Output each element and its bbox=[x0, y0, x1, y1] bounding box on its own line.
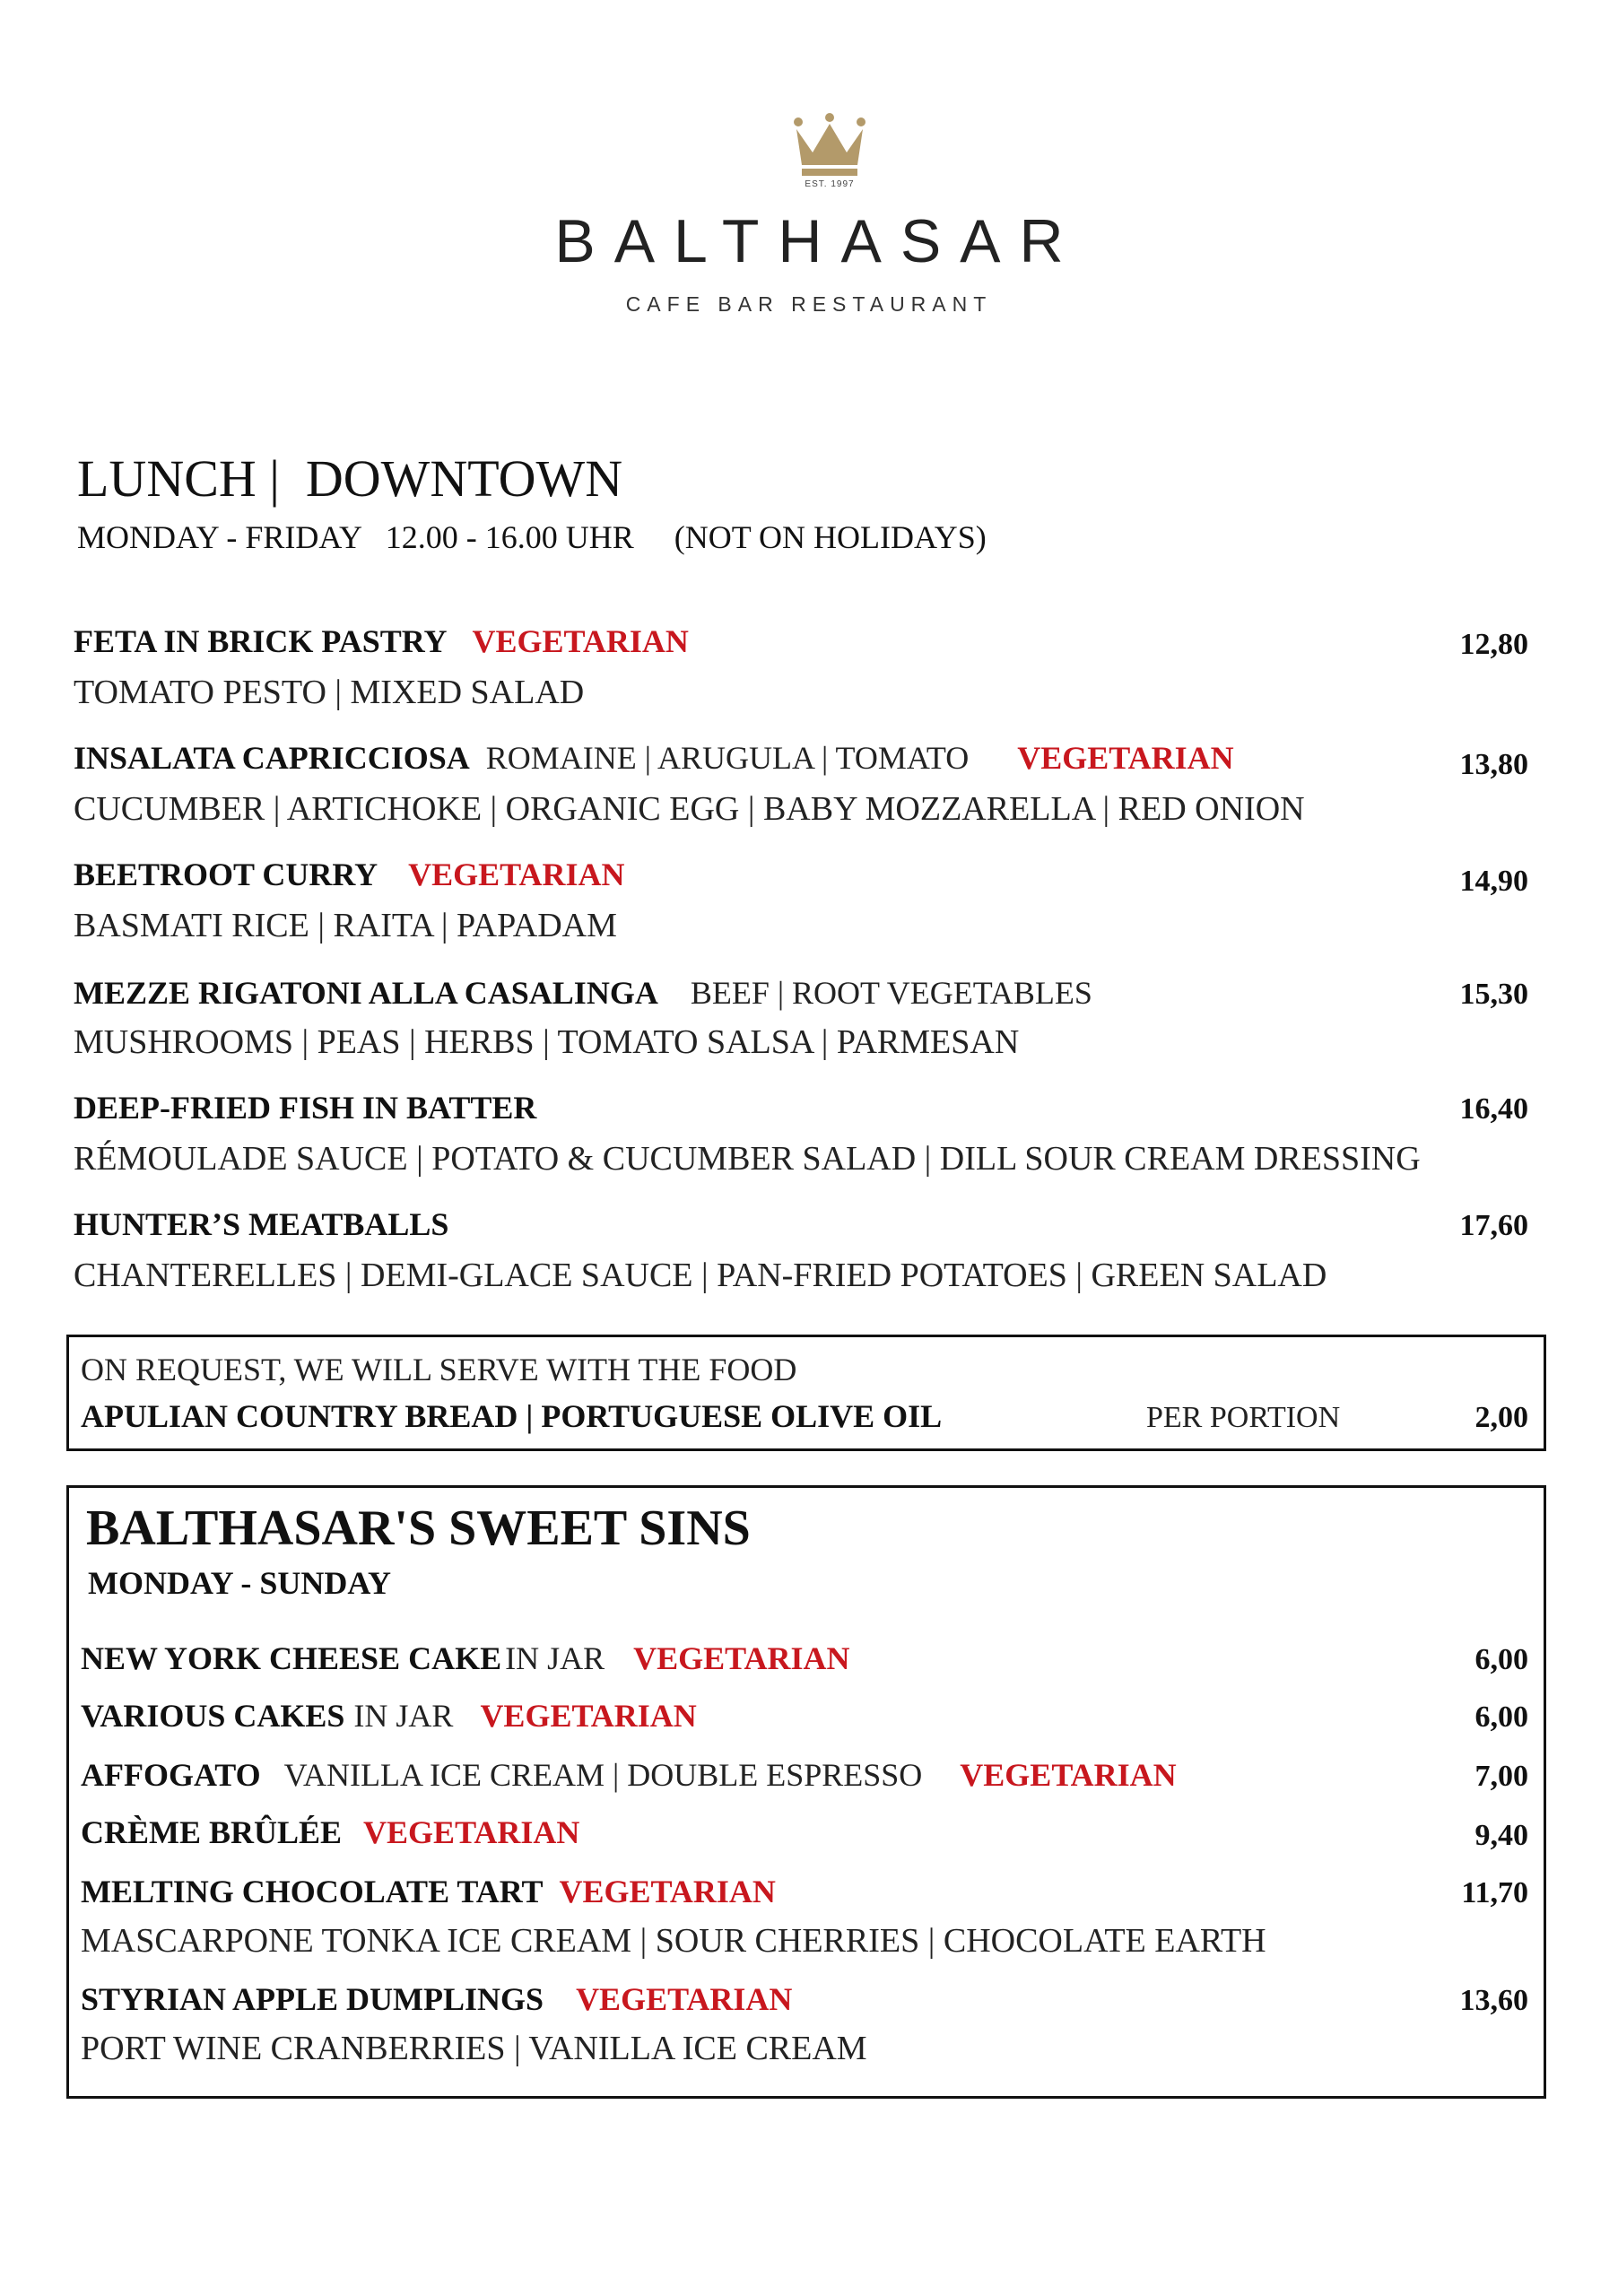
item-name: BEETROOT CURRY bbox=[74, 857, 378, 892]
dessert-name-row bbox=[81, 1756, 1177, 1794]
item-description: RÉMOULADE SAUCE | POTATO & CUCUMBER SALAD | DILL SOUR CREAM DRESSING bbox=[74, 1140, 1421, 1178]
vegetarian-tag: VEGETARIAN bbox=[633, 1640, 850, 1676]
menu-item-name-row bbox=[74, 1205, 448, 1243]
item-name: FETA IN BRICK PASTRY bbox=[74, 623, 448, 659]
dessert-name-row bbox=[81, 1639, 849, 1677]
item-price: 14,90 bbox=[1459, 865, 1528, 898]
vegetarian-tag: VEGETARIAN bbox=[559, 1874, 776, 1909]
dessert-price: 11,70 bbox=[1461, 1876, 1528, 1909]
item-price: 13,80 bbox=[1459, 748, 1528, 781]
menu-item-name-row bbox=[74, 739, 1234, 777]
item-description: CHANTERELLES | DEMI-GLACE SAUCE | PAN-FRIED POTATOES | GREEN SALAD bbox=[74, 1257, 1327, 1294]
dessert-description: PORT WINE CRANBERRIES | VANILLA ICE CREAM bbox=[81, 2030, 867, 2067]
bread-item-name: APULIAN COUNTRY BREAD | PORTUGUESE OLIVE OIL bbox=[81, 1398, 943, 1434]
vegetarian-tag: VEGETARIAN bbox=[472, 623, 689, 659]
item-description: MUSHROOMS | PEAS | HERBS | TOMATO SALSA | PARMESAN bbox=[74, 1023, 1020, 1061]
menu-item-name-row bbox=[74, 856, 625, 893]
menu-item-name-row bbox=[74, 1089, 536, 1126]
dessert-name: VARIOUS CAKES bbox=[81, 1698, 345, 1734]
dessert-price: 6,00 bbox=[1474, 1700, 1528, 1734]
item-description: TOMATO PESTO | MIXED SALAD bbox=[74, 674, 585, 711]
dessert-name-row bbox=[81, 1813, 579, 1851]
lunch-title: LUNCH | DOWNTOWN bbox=[77, 449, 623, 508]
dessert-inline-description: IN JAR bbox=[505, 1640, 605, 1676]
vegetarian-tag: VEGETARIAN bbox=[1017, 740, 1234, 776]
dessert-name-row bbox=[81, 1697, 697, 1735]
brand-tagline: CAFE BAR RESTAURANT bbox=[625, 292, 993, 316]
vegetarian-tag: VEGETARIAN bbox=[480, 1698, 697, 1734]
item-name: MEZZE RIGATONI ALLA CASALINGA bbox=[74, 975, 658, 1011]
item-name: INSALATA CAPRICCIOSA bbox=[74, 740, 470, 776]
dessert-name-row bbox=[81, 1980, 792, 2018]
menu-item-name-row bbox=[74, 974, 1092, 1012]
item-price: 17,60 bbox=[1459, 1209, 1528, 1242]
item-price: 16,40 bbox=[1459, 1092, 1528, 1126]
item-price: 12,80 bbox=[1459, 628, 1528, 661]
menu-item-name-row bbox=[74, 622, 689, 660]
item-name: HUNTER’S MEATBALLS bbox=[74, 1206, 449, 1242]
vegetarian-tag: VEGETARIAN bbox=[960, 1757, 1177, 1793]
dessert-name: NEW YORK CHEESE CAKE bbox=[81, 1640, 502, 1676]
dessert-price: 7,00 bbox=[1474, 1760, 1528, 1793]
item-description: CUCUMBER | ARTICHOKE | ORGANIC EGG | BABY MOZZARELLA | RED ONION bbox=[74, 790, 1305, 828]
dessert-price: 13,60 bbox=[1459, 1984, 1528, 2017]
item-description: BASMATI RICE | RAITA | PAPADAM bbox=[74, 907, 617, 944]
dessert-price: 6,00 bbox=[1474, 1643, 1528, 1676]
per-portion-label: PER PORTION bbox=[1146, 1401, 1341, 1434]
item-price: 15,30 bbox=[1459, 978, 1528, 1011]
dessert-inline-description: IN JAR bbox=[353, 1698, 454, 1734]
dessert-description: MASCARPONE TONKA ICE CREAM | SOUR CHERRIES | CHOCOLATE EARTH bbox=[81, 1922, 1266, 1960]
vegetarian-tag: VEGETARIAN bbox=[363, 1814, 580, 1850]
lunch-hours: MONDAY - FRIDAY 12.00 - 16.00 UHR (NOT ON HOLIDAYS) bbox=[77, 519, 987, 555]
dessert-name: CRÈME BRÛLÉE bbox=[81, 1814, 343, 1850]
vegetarian-tag: VEGETARIAN bbox=[576, 1981, 793, 2017]
vegetarian-tag: VEGETARIAN bbox=[408, 857, 625, 892]
crown-icon bbox=[793, 113, 866, 188]
dessert-name: AFFOGATO bbox=[81, 1757, 261, 1793]
brand-name: BALTHASAR bbox=[554, 207, 1083, 275]
item-inline-description: ROMAINE | ARUGULA | TOMATO bbox=[485, 740, 970, 776]
sweets-title: BALTHASAR'S SWEET SINS bbox=[86, 1500, 751, 1556]
item-name: DEEP-FRIED FISH IN BATTER bbox=[74, 1090, 537, 1126]
dessert-inline-description: VANILLA ICE CREAM | DOUBLE ESPRESSO bbox=[283, 1757, 923, 1793]
dessert-name-row bbox=[81, 1873, 776, 1910]
bread-price: 2,00 bbox=[1474, 1401, 1528, 1434]
dessert-price: 9,40 bbox=[1474, 1819, 1528, 1852]
dessert-name: STYRIAN APPLE DUMPLINGS bbox=[81, 1981, 544, 2017]
dessert-name: MELTING CHOCOLATE TART bbox=[81, 1874, 544, 1909]
sweets-days: MONDAY - SUNDAY bbox=[88, 1565, 392, 1601]
bread-note: ON REQUEST, WE WILL SERVE WITH THE FOOD bbox=[81, 1352, 797, 1387]
item-inline-description: BEEF | ROOT VEGETABLES bbox=[690, 975, 1092, 1011]
established-label: EST. 1997 bbox=[805, 179, 855, 189]
